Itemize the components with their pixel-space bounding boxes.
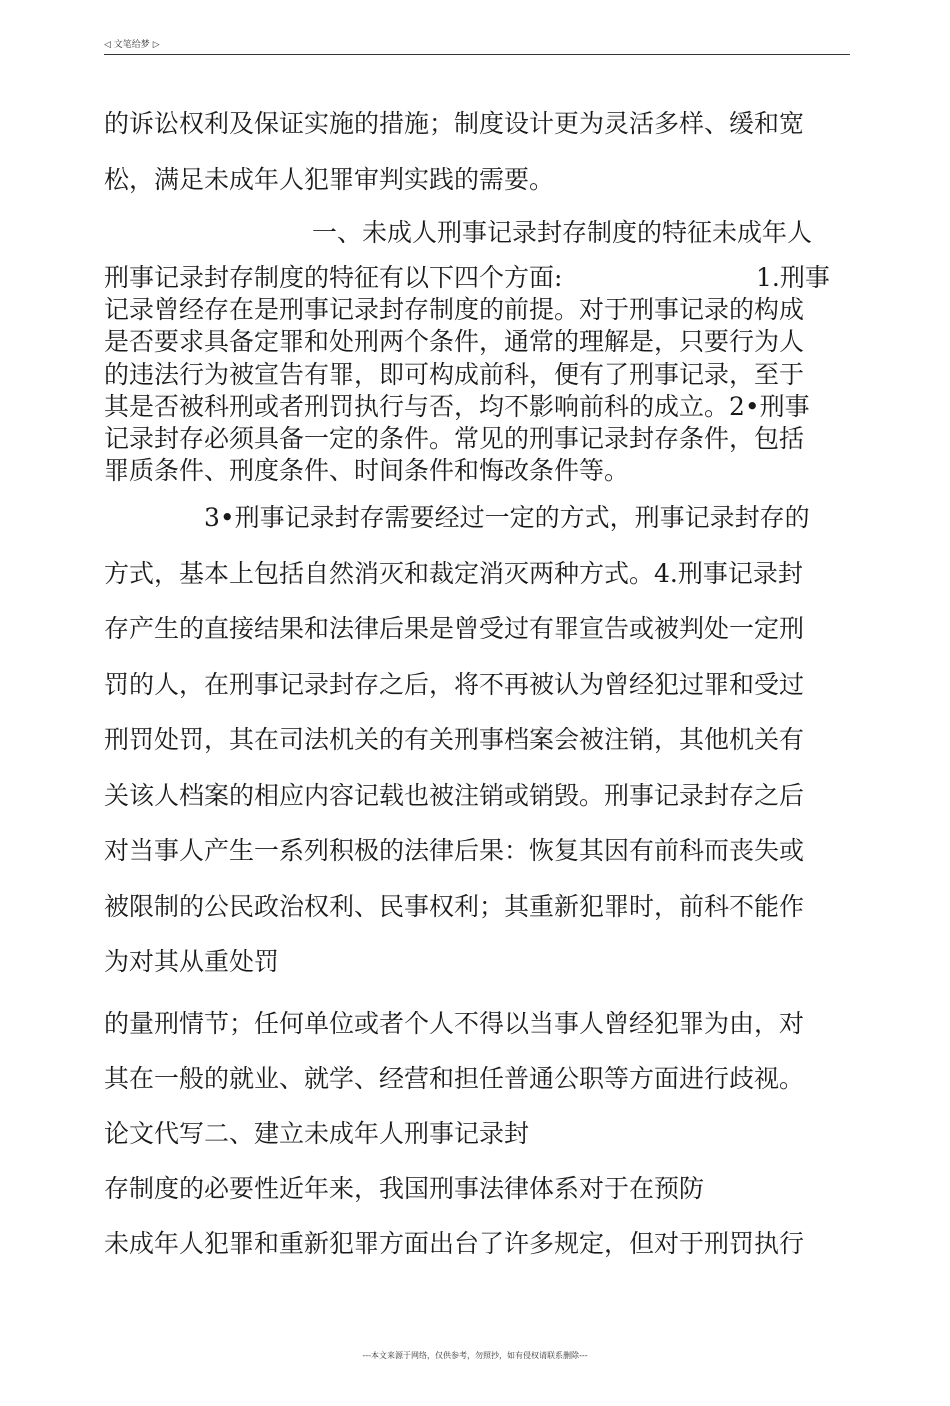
text-line: 是否要求具备定罪和处刑两个条件，通常的理解是，只要行为人 (104, 327, 805, 357)
text-line: 存产生的直接结果和法律后果是曾受过有罪宣告或被判处一定刑 (104, 614, 805, 643)
heading-line: 一、未成人刑事记录封存制度的特征未成年人 (312, 218, 813, 247)
paragraph-1 (104, 96, 850, 208)
text-line: 刑罚处罚，其在司法机关的有关刑事档案会被注销，其他机关有 (104, 725, 805, 754)
text-line: 记录曾经存在是刑事记录封存制度的前提。对于刑事记录的构成 (104, 295, 805, 325)
page-footer: ---本文来源于网络，仅供参考，勿照抄，如有侵权请联系删除--- (362, 1351, 588, 1360)
triangle-left-icon: ◁ (104, 40, 111, 50)
text-line: 其在一般的就业、就学、经营和担任普通公职等方面进行歧视。 (104, 1064, 805, 1093)
text-line-start: 刑事记录封存制度的特征有以下四个方面: (104, 263, 563, 292)
text-line (104, 262, 850, 294)
paragraph-2 (104, 262, 850, 487)
text-line: 的违法行为被宣告有罪，即可构成前科，便有了刑事记录，至于 (104, 359, 805, 389)
text-line: 关该人档案的相应内容记载也被注销或销毁。刑事记录封存之后 (104, 780, 805, 810)
text-line: 松，满足未成年人犯罪审判实践的需要。 (104, 165, 555, 194)
text-line: 未成年人犯罪和重新犯罪方面出台了许多规定，但对于刑罚执行 (104, 1229, 805, 1258)
triangle-right-icon: ▷ (152, 40, 160, 50)
text-line: 罚的人，在刑事记录封存之后，将不再被认为曾经犯过罪和受过 (104, 669, 805, 699)
section-heading-1 (104, 208, 850, 258)
text-line: 的量刑情节；任何单位或者个人不得以当事人曾经犯罪为由，对 (104, 1009, 805, 1038)
paragraph-3 (104, 490, 850, 990)
text-line: 对当事人产生一系列积极的法律后果：恢复其因有前科而丧失或 (104, 836, 805, 865)
text-line: 3•刑事记录封存需要经过一定的方式，刑事记录封存的 (204, 503, 810, 532)
text-line: 记录封存必须具备一定的条件。常见的刑事记录封存条件，包括 (104, 424, 805, 454)
text-line: 方式，基本上包括自然消灭和裁定消灭两种方式。4.刑事记录封 (104, 558, 803, 588)
text-line: 论文代写二、建立未成年人刑事记录封 (104, 1119, 530, 1148)
text-line: 存制度的必要性近年来，我国刑事法律体系对于在预防 (104, 1174, 705, 1203)
text-line: 被限制的公民政治权利、民事权利；其重新犯罪时，前科不能作 (104, 891, 805, 921)
text-line: 罪质条件、刑度条件、时间条件和悔改条件等。 (104, 456, 630, 486)
page-header (104, 36, 850, 55)
text-line: 为对其从重处罚 (104, 947, 280, 976)
header-title: 文笔给梦 (113, 40, 150, 50)
text-line-tail: 1.刑事 (756, 263, 830, 292)
paragraph-4 (104, 996, 850, 1271)
text-line: 其是否被科刑或者刑罚执行与否，均不影响前科的成立。2•刑事 (104, 391, 810, 421)
text-line: 的诉讼权利及保证实施的措施；制度设计更为灵活多样、缓和宽 (104, 109, 805, 138)
